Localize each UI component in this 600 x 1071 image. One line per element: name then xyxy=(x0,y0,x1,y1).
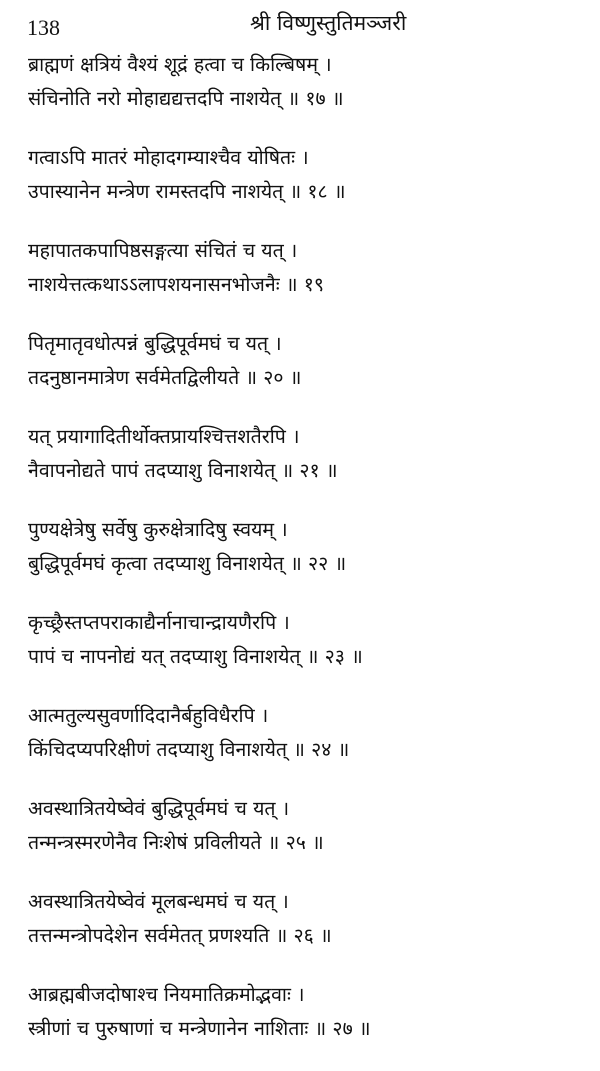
verse-line: तदनुष्ठानमात्रेण सर्वमेतद्विलीयते ॥ २० ॥ xyxy=(28,366,302,389)
verse-line: ब्राह्मणं क्षत्रियं वैश्यं शूद्रं हत्वा च किल्बिषम् । xyxy=(28,53,332,76)
verse-line: तन्मन्त्रस्मरणेनैव निःशेषं प्रविलीयते ॥ २५ ॥ xyxy=(28,831,324,854)
verse-line: बुद्धिपूर्वमघं कृत्वा तदप्याशु विनाशयेत् ॥ २२ ॥ xyxy=(28,552,347,575)
verse-line: किंचिदप्यपरिक्षीणं तदप्याशु विनाशयेत् ॥ २४ ॥ xyxy=(28,738,350,761)
verse-21 xyxy=(28,420,596,488)
verse-line: पितृमातृवधोत्पन्नं बुद्धिपूर्वमघं च यत् । xyxy=(28,332,282,355)
verse-25 xyxy=(28,792,596,860)
verse-19 xyxy=(28,234,596,302)
verse-line: स्त्रीणां च पुरुषाणां च मन्त्रेणानेन नाशिताः ॥ २७ ॥ xyxy=(28,1017,371,1040)
verse-line: पुण्यक्षेत्रेषु सर्वेषु कुरुक्षेत्रादिषु स्वयम् । xyxy=(28,518,288,541)
verse-line: कृच्छ्रैस्तप्तपराकाद्यैर्नानाचान्द्रायणैरपि । xyxy=(28,611,290,634)
verse-24 xyxy=(28,699,596,767)
verse-line: उपास्यानेन मन्त्रेण रामस्तदपि नाशयेत् ॥ १८ ॥ xyxy=(28,180,346,203)
verse-20 xyxy=(28,327,596,395)
verse-line: यत् प्रयागादितीर्थोक्तप्रायश्चित्तशतैरपि । xyxy=(28,425,300,448)
page-number: 138 xyxy=(27,15,60,40)
verse-list xyxy=(28,48,596,1071)
verse-23 xyxy=(28,606,596,674)
verse-line: नैवापनोद्यते पापं तदप्याशु विनाशयेत् ॥ २१ ॥ xyxy=(28,459,338,482)
verse-26 xyxy=(28,885,596,953)
verse-line: संचिनोति नरो मोहाद्यद्यत्तदपि नाशयेत् ॥ १७ ॥ xyxy=(28,87,344,110)
verse-22 xyxy=(28,513,596,581)
verse-line: गत्वाऽपि मातरं मोहादगम्याश्चैव योषितः । xyxy=(28,146,309,169)
verse-line: आब्रह्मबीजदोषाश्च नियमातिक्रमोद्भवाः । xyxy=(28,983,305,1006)
verse-27 xyxy=(28,978,596,1046)
verse-line: महापातकपापिष्ठसङ्गत्या संचितं च यत् । xyxy=(28,239,298,262)
verse-line: अवस्थात्रितयेष्वेवं बुद्धिपूर्वमघं च यत् । xyxy=(28,797,290,820)
verse-line: नाशयेत्तत्कथाऽऽलापशयनासनभोजनैः ॥ १९ xyxy=(28,273,325,296)
verse-18 xyxy=(28,141,596,209)
running-head: श्री विष्णुस्तुतिमञ्जरी xyxy=(250,11,407,35)
verse-17 xyxy=(28,48,596,116)
verse-line: अवस्थात्रितयेष्वेवं मूलबन्धमघं च यत् । xyxy=(28,890,289,913)
verse-line: आत्मतुल्यसुवर्णादिदानैर्बहुविधैरपि । xyxy=(28,704,269,727)
verse-line: पापं च नापनोद्यं यत् तदप्याशु विनाशयेत् ॥ २३ ॥ xyxy=(28,645,363,668)
verse-line: तत्तन्मन्त्रोपदेशेन सर्वमेतत् प्रणश्यति ॥ २६ ॥ xyxy=(28,924,332,947)
